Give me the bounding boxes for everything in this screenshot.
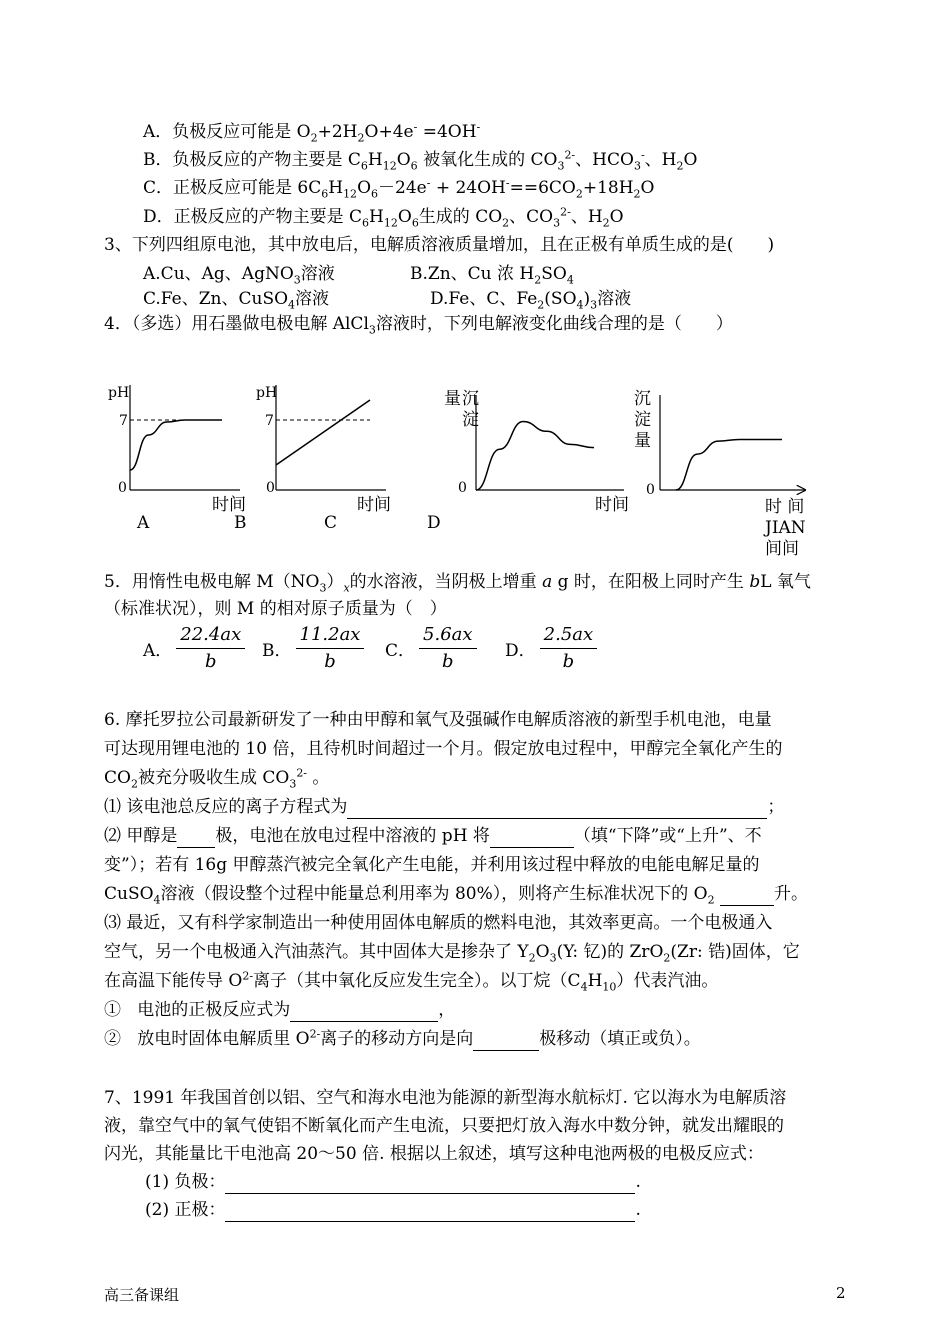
chart-a-ylabel: pH	[108, 385, 130, 401]
chart-c-xlabel: 时间	[595, 495, 629, 515]
chart-a-origin: 0	[118, 480, 127, 496]
chart-b-xlabel: 时间	[357, 495, 391, 515]
chart-c-ylabel-1: 量	[444, 389, 461, 409]
footer-group: 高三备课组	[104, 1286, 180, 1304]
option-3c: C.Fe、Zn、CuSO$_4$溶液	[143, 289, 330, 312]
question-7-positive: (2) 正极： .	[145, 1200, 641, 1220]
question-6-sub1: ① 电池的正极反应式为 ，	[104, 1000, 456, 1020]
question-7-line1: 7、1991 年我国首创以铝、空气和海水电池为能源的新型海水航标灯. 它以海水为电解质溶	[104, 1088, 787, 1108]
option-5d: D． $\frac{2.5ax}{b}$	[505, 622, 601, 675]
question-6-part3-line2: 空气，另一个电极通入汽油蒸汽。其中固体大是掺杂了 $Y_2O_3(Y$: 钇)的 ZrO$_2$(Zr: 锆)固体，它	[104, 942, 800, 965]
question-7-line2: 液，靠空气中的氧气使铝不断氧化而产生电流，只要把灯放入海水中数分钟，就发出耀眼的	[104, 1116, 784, 1136]
electrolysis-curves-figure	[0, 0, 950, 560]
answer-blank-equation[interactable]	[347, 796, 767, 819]
chart-d-ylabel-3: 量	[634, 431, 651, 451]
chart-c-ylabel-3: 淀	[462, 410, 479, 430]
question-4-stem: 4．（多选）用石墨做电极电解 AlCl$_3$溶液时，下列电解液变化曲线合理的是（ ）	[104, 314, 733, 337]
option-2a: A．负极反应可能是 $O_2+2H_2O+4e^- =4OH^-$	[143, 120, 481, 145]
question-6-part2-line2: 变”）；若有 16g 甲醇蒸汽被完全氧化产生电能，并利用该过程中释放的电能电解足量的	[104, 855, 760, 875]
option-5c: C． $\frac{5.6ax}{b}$	[385, 622, 481, 675]
question-5-line1: 5．用惰性电极电解 $M(NO_3)_x$的水溶液，当阴极上增重 a g 时，在阳极上同时产生 bL 氧气	[104, 572, 811, 595]
question-5-line2: （标准状况），则 M 的相对原子质量为（ ）	[104, 599, 447, 619]
page-number: 2	[836, 1284, 846, 1302]
chart-d	[427, 389, 806, 559]
answer-blank-cathode[interactable]	[290, 999, 438, 1022]
option-2b: B．负极反应的产物主要是 $C_6H_{12}O_6$ 被氧化生成的 $CO_3^{2-}$、$HCO_3^-$、$H_2O$	[143, 148, 698, 173]
option-3d: D.Fe、C、$Fe_2(SO_4)_3$溶液	[430, 289, 632, 312]
option-3b: B.Zn、Cu 浓 $H_2SO_4$	[410, 264, 574, 287]
chart-a-curve	[130, 420, 222, 470]
chart-c-label: C	[324, 513, 338, 533]
question-7-negative: (1) 负极： .	[145, 1172, 641, 1192]
option-2d: D．正极反应的产物主要是 $C_6H_{12}O_6$生成的 $CO_2$、$CO_3^{2-}$、$H_2O$	[143, 205, 624, 230]
question-6-part2-line3: CuSO$_4$溶液（假设整个过程中能量总利用率为 80%），则将产生标准状况下的 $O_2$ 升。	[104, 884, 808, 907]
chart-d-xlabel-2: JIAN	[765, 518, 806, 538]
question-6-sub2: ② 放电时固体电解质里 $O^{2-}$离子的移动方向是向 极移动（填正或负）。	[104, 1027, 701, 1049]
question-6-part1: ⑴ 该电池总反应的离子方程式为 ；	[104, 797, 785, 817]
answer-blank-direction[interactable]	[473, 1028, 539, 1051]
question-6-part3-line1: ⑶ 最近，又有科学家制造出一种使用固体电解质的燃料电池，其效率更高。一个电极通入	[104, 913, 773, 933]
question-6-line3: $CO_2$被充分吸收生成 $CO_3^{2-}$ 。	[104, 766, 330, 791]
chart-a	[108, 385, 246, 533]
question-3-stem: 3、下列四组原电池，其中放电后，电解质溶液质量增加，且在正极有单质生成的是( )	[104, 235, 775, 255]
chart-b-curve	[276, 400, 370, 465]
chart-d-ylabel-1: 沉	[634, 389, 651, 409]
answer-blank-positive[interactable]	[225, 1199, 635, 1222]
answer-blank-volume[interactable]	[720, 883, 774, 906]
chart-d-origin: 0	[646, 482, 655, 498]
option-2c: C．正极反应可能是 $6C_6H_{12}O_6-24e^- + 24OH^-==6CO_2+18H_2O$	[143, 176, 655, 201]
chart-d-ylabel-2: 淀	[634, 410, 651, 430]
chart-a-label: A	[137, 513, 150, 533]
chart-b	[234, 385, 391, 533]
chart-b-ylabel: pH	[256, 385, 278, 401]
chart-b-origin: 0	[266, 480, 275, 496]
chart-a-tick-7: 7	[119, 413, 128, 429]
answer-blank-negative[interactable]	[225, 1171, 635, 1194]
answer-blank-ph[interactable]	[490, 825, 574, 848]
option-3a: A.Cu、Ag、AgNO$_3$溶液	[143, 264, 335, 287]
answer-blank-electrode[interactable]	[177, 825, 215, 848]
chart-d-curve	[676, 440, 782, 491]
chart-a-xlabel: 时间	[212, 495, 246, 515]
chart-c-ylabel-2: 沉	[462, 389, 479, 409]
option-5b: B． $\frac{11.2ax}{b}$	[262, 622, 368, 675]
option-5a: A． $\frac{22.4ax}{b}$	[143, 622, 249, 675]
chart-b-label: B	[234, 513, 247, 533]
chart-d-label: D	[427, 513, 441, 533]
question-6-line1: 6. 摩托罗拉公司最新研发了一种由甲醇和氧气及强碱作电解质溶液的新型手机电池，电量	[104, 710, 772, 730]
question-6-part3-line3: 在高温下能传导 $O^{2-}$离子（其中氧化反应发生完全）。以丁烷$(C_4H_{10})$代表汽油。	[104, 969, 719, 994]
question-7-line3: 闪光，其能量比干电池高 20～50 倍. 根据以上叙述，填写这种电池两极的电极反应式：	[104, 1144, 764, 1164]
chart-b-tick-7: 7	[265, 413, 274, 429]
chart-c-curve	[476, 422, 594, 491]
chart-d-xlabel-3: 间间	[765, 539, 799, 559]
chart-c-origin: 0	[458, 480, 467, 496]
question-6-part2-line1: ⑵ 甲醇是 极，电池在放电过程中溶液的 pH 将 （填“下降”或“上升”、不	[104, 826, 762, 846]
chart-d-xlabel-1: 时 间	[765, 497, 805, 517]
question-6-line2: 可达现用锂电池的 10 倍，且待机时间超过一个月。假定放电过程中，甲醇完全氧化产生的	[104, 739, 783, 759]
